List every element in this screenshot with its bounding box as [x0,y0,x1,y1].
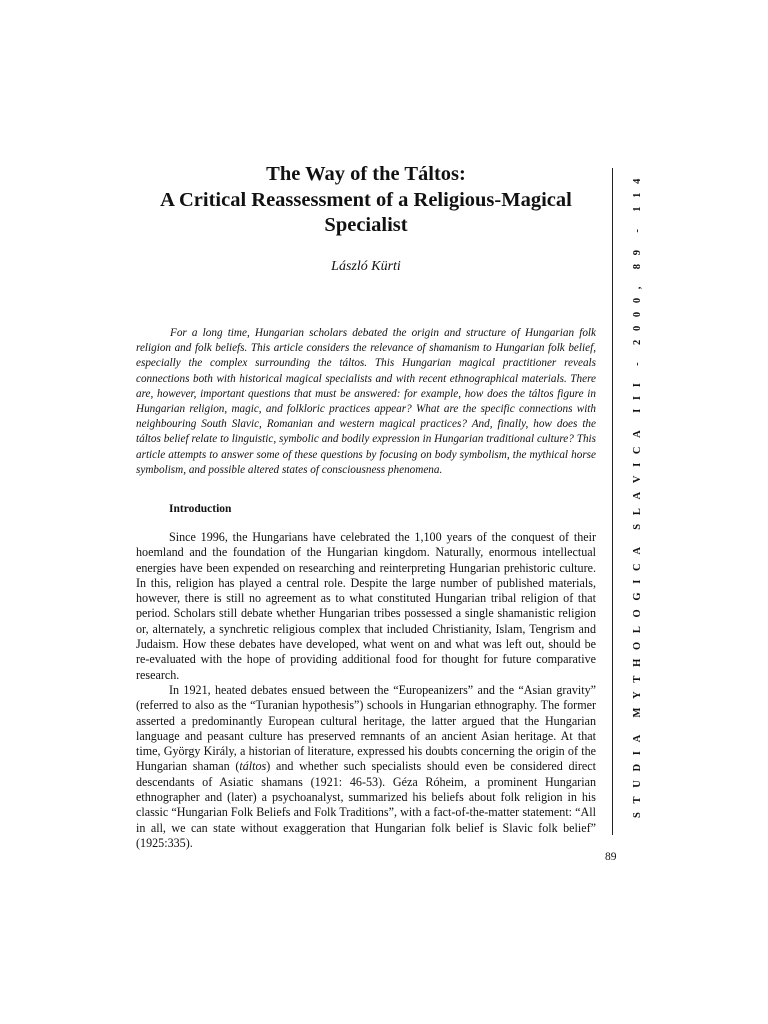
abstract [136,326,596,478]
sidebar-letter: Y [631,691,643,699]
paragraph-2-part-1: In 1921, heated debates ensued between the “Europeanizers” and the “Asian gravity” (referred to also as the “Turanian hypothesis”) schools in Hungarian ethnography. The former asserted a predominantly European cultural heritage, the latter argued that the Hungarian language and peasant culture has preserved remnants of an ancient Asian heritage. At that time, György Király, a historian of literature, expressed his doubts concerning the origin of the Hungarian shaman ( [136,682,596,774]
sidebar-letter: I [631,579,643,584]
sidebar-letter: L [631,626,643,634]
sidebar-letter: H [631,658,643,667]
page-number: 89 [605,851,617,863]
paragraph-2-italic-term: táltos [239,759,267,774]
sidebar-letter: A [631,491,643,500]
sidebar-letter: O [631,641,643,650]
sidebar-letter: S [631,523,643,530]
sidebar-letter: I [631,462,643,467]
sidebar-letter: 0 [631,325,643,332]
sidebar-letter: U [631,780,643,788]
sidebar-letter: C [631,446,643,455]
paragraph-1: Since 1996, the Hungarians have celebrated the 1,100 years of the conquest of their hoemland and the foundation of the Hungarian kingdom. Naturally, enormous intellectual energies have been expended on researching and reinterpreting Hungarian prehistoric culture. In this, religion has played a central role. Despite the large number of published materials, however, there is still no agreement as to what constituted Hungarian tribal religion of that period. Scholars still debate whether Hungarian tribes possessed a single shamanistic religion or, alternately, a synchretic religious complex that included Christianity, Islam, Tengrism and Judaism. How these debates have developed, what went on and what was left out, should be re-evaluated with the hope of providing additional food for thought for future comparative research. [136,530,596,682]
article-title-line-1: The Way of the Táltos: [266,163,466,185]
sidebar-letter: - [631,362,643,366]
sidebar-letter: 1 [631,192,643,198]
sidebar-letter: I [631,751,643,756]
sidebar-letter: T [631,796,643,804]
sidebar-letter: M [631,707,643,718]
sidebar-letter: 0 [631,297,643,304]
sidebar-letter: L [631,508,643,516]
sidebar-letter: 4 [631,178,643,184]
sidebar-letter: C [631,563,643,571]
paragraph-2-part-2: ) and whether such specialists should even be considered direct descendants of Asiatic shamans (1921: 46-53). Géza Róheim, a prominent Hungarian ethnographer and (later) a psychoanalyst, summarized his beliefs about folk religion in his classic “Hungarian Folk Beliefs and Folk Traditions”, with a fact-of-the-matter statement: “All in all, we can state without exaggeration that Hungarian folk belief is Slavic folk belief” (1925:335). [136,759,596,850]
section-heading-introduction: Introduction [169,503,232,515]
sidebar-letter: S [631,812,643,818]
sidebar-letter: 2 [631,339,643,345]
sidebar-letter: 8 [631,263,643,270]
vertical-divider [612,168,613,835]
article-title-line-3: Specialist [324,214,408,236]
sidebar-letter: A [631,547,643,555]
sidebar-letter: A [631,430,643,438]
sidebar-letter: - [631,229,643,233]
sidebar-letter: I [631,408,643,413]
paragraph-2 [136,683,596,851]
sidebar-letter: , [631,286,643,290]
sidebar-letter: 1 [631,206,643,212]
body-text [136,530,596,851]
sidebar-letter: I [631,383,643,388]
journal-sidebar [627,178,647,818]
sidebar-letter: D [631,763,643,772]
sidebar-letter: V [631,475,643,484]
sidebar-letter: 0 [631,311,643,318]
author-name: László Kürti [331,259,401,274]
article-title-line-2: A Critical Reassessment of a Religious-Magical [160,188,572,211]
sidebar-letter: G [631,592,643,601]
sidebar-letter: 9 [631,250,643,256]
abstract-text: For a long time, Hungarian scholars debated the origin and structure of Hungarian folk religion and folk beliefs. This article considers the relevance of shamanism to Hungarian folk belief, especially the complex surrounding the táltos. This Hungarian magical practitioner reveals connections both with historical magical specialists and with recent ethnographical materials. There are, however, important questions that must be answered: for example, how does the táltos figure in Hungarian religion, magic, and folkloric practices appear? What are the specific connections with neighbouring South Slavic, Romanian and western magical practices? And, finally, how does the táltos belief relate to linguistic, symbolic and bodily expression in Hungarian traditional culture? This article attempts to answer some of these questions by focusing on body symbolism, the mythical horse symbolism, and possible altered states of consciousness phenomena. [136,327,596,476]
sidebar-letter: T [631,675,643,683]
sidebar-letter: O [631,609,643,618]
sidebar-letter: A [631,734,643,743]
sidebar-letter: I [631,395,643,401]
article-title [136,162,596,239]
